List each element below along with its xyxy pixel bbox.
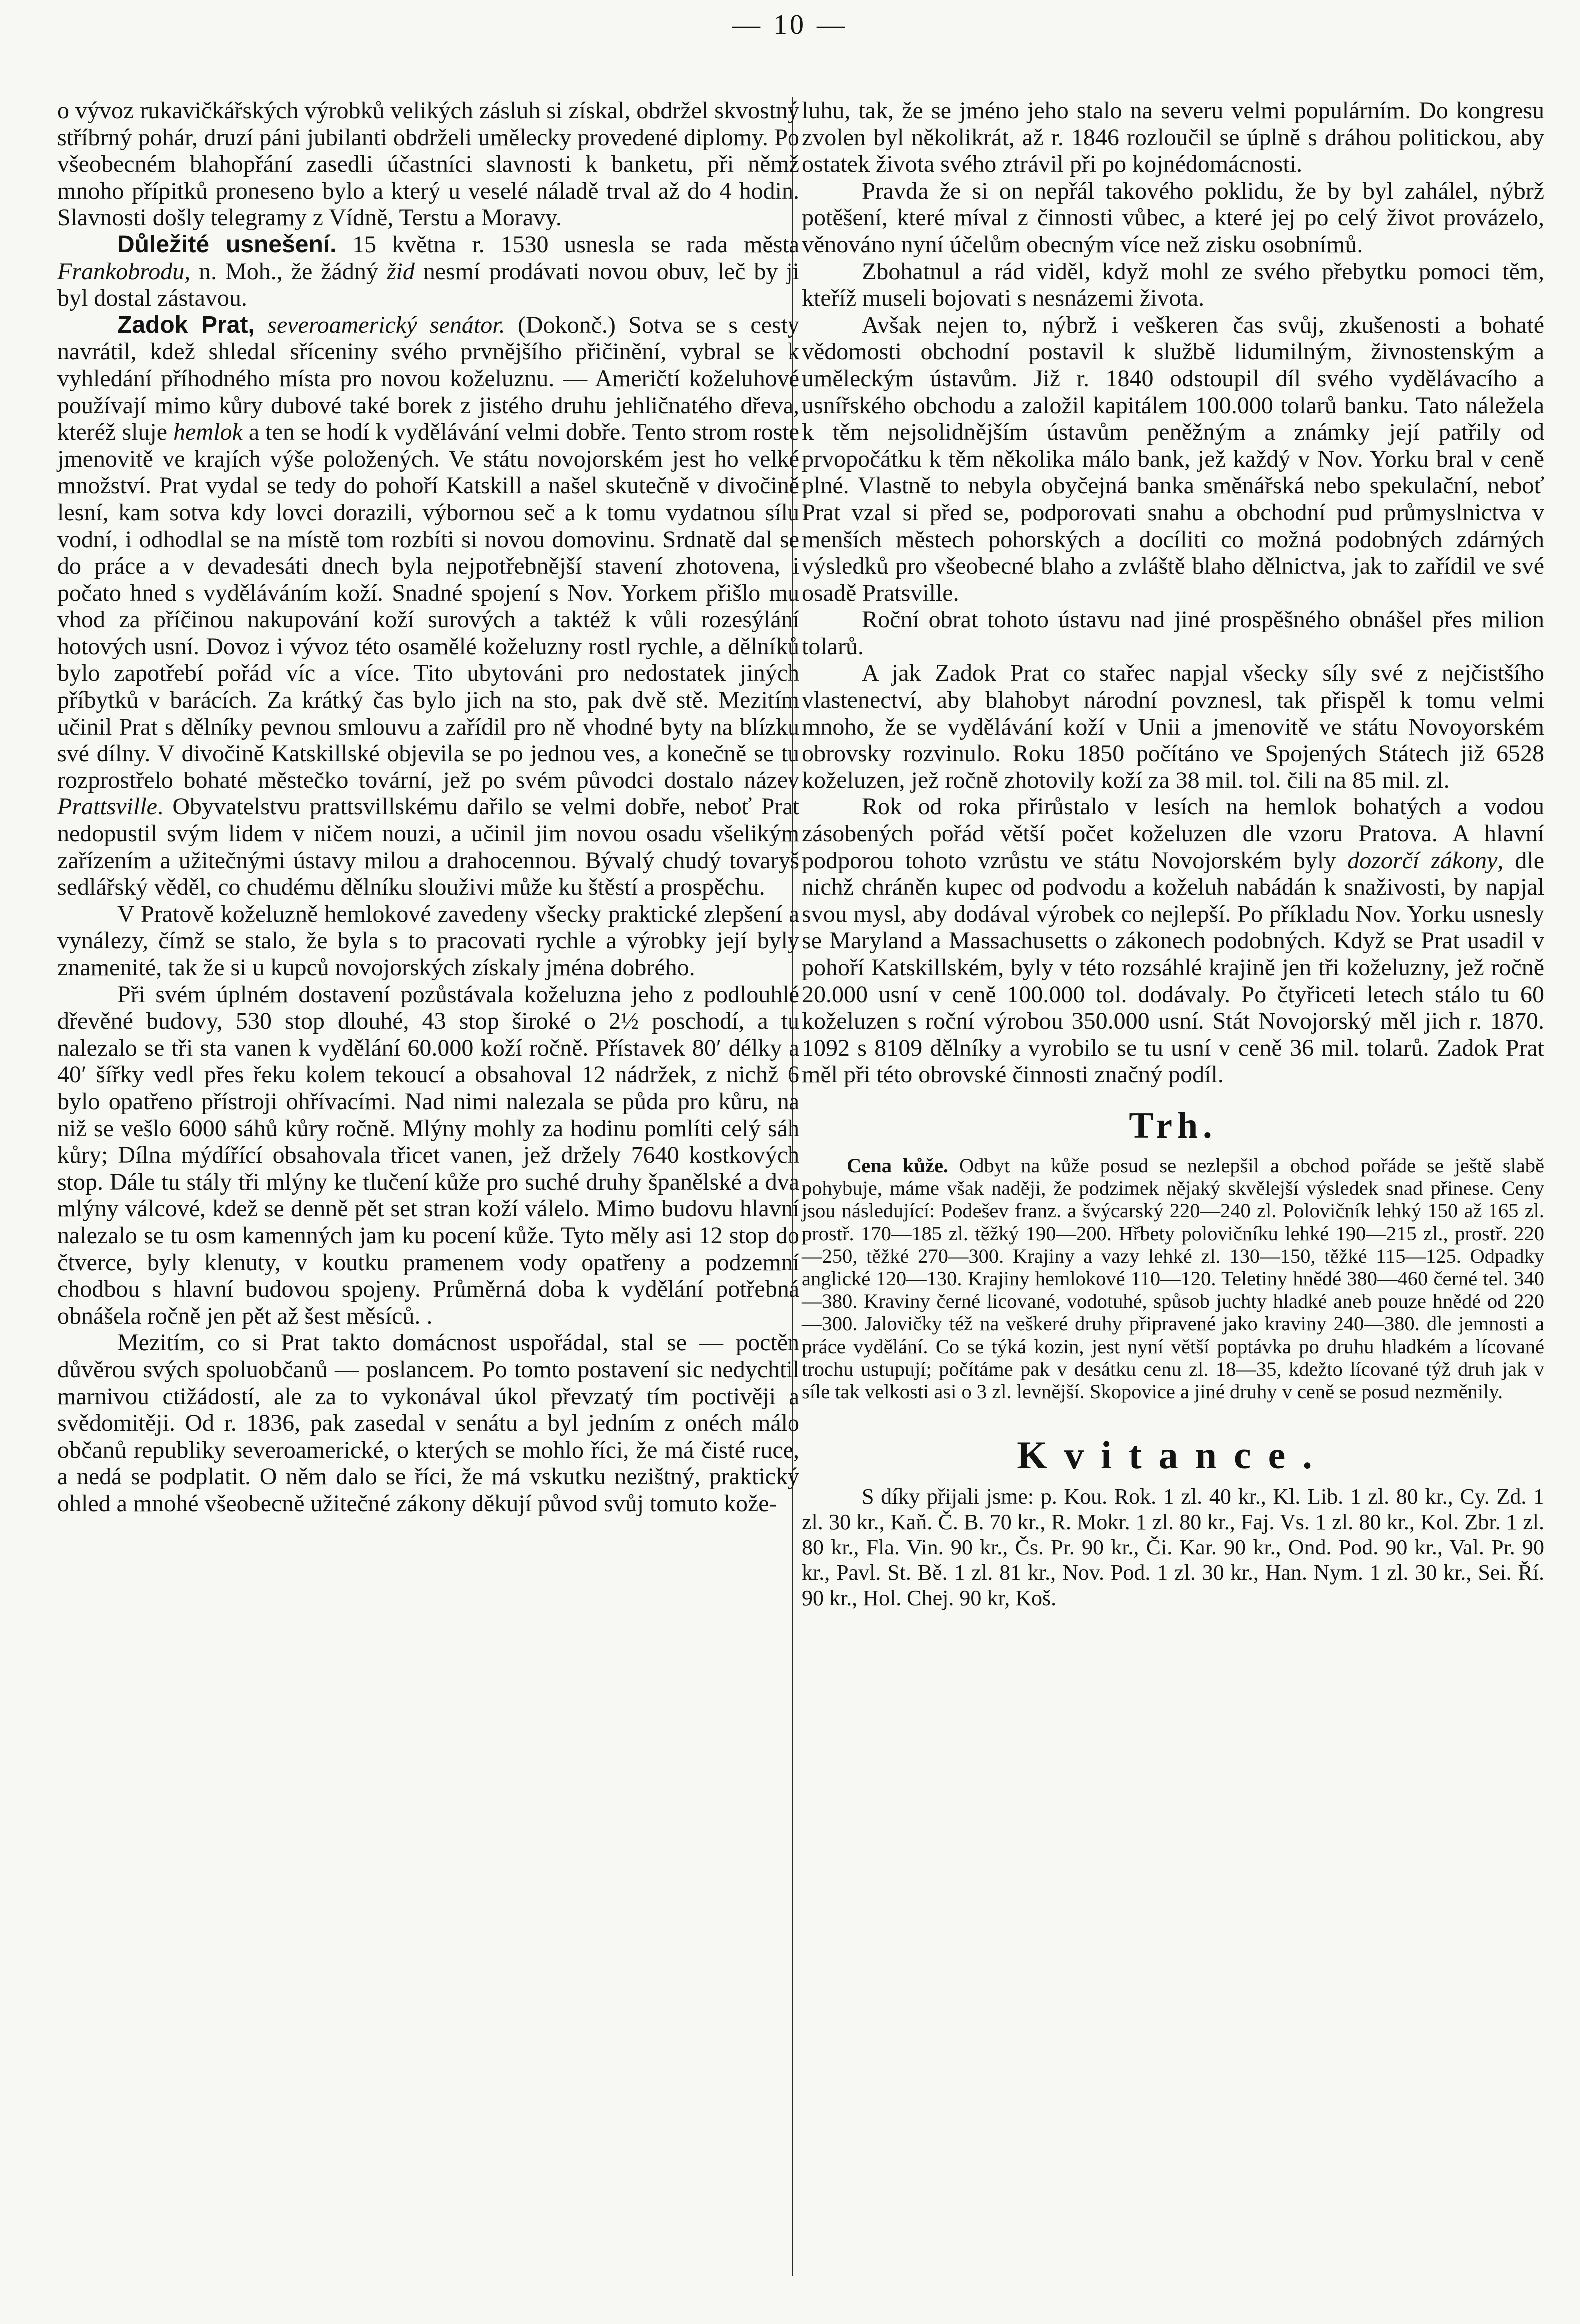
article-paragraph: Mezitím, co si Prat takto domácnost uspořádal, stal se — poctěn důvěrou svých spoluobčanů — poslancem. Po tomto postavení sic nedychtil marnivou ctižádostí, ale za to vykonával úkol převzatý tím poctivěji a svědomitěji. Od r. 1836, pak zasedal v senátu a byl jedním z onéch málo občanů republiky severoamerické, o kterých se mohlo říci, že má čisté ruce, a nedá se podplatit. O něm dalo se říci, že má vskutku nezištný, praktický ohled a mnohé všeobecně užitečné zákony děkují původ svůj tomuto kože- (57, 1329, 799, 1517)
article-heading: Zadok Prat, (117, 311, 255, 338)
receipts-paragraph: S díky přijali jsme: p. Kou. Rok. 1 zl. 40 kr., Kl. Lib. 1 zl. 80 kr., Cy. Zd. 1 zl. 30 kr., Kaň. Č. B. 70 kr., R. Mokr. 1 zl. 80 kr., Faj. Vs. 1 zl. 80 kr., Kol. Zbr. 1 zl. 80 kr., Fla. Vin. 90 kr., Čs. Pr. 90 kr., Či. Kar. 90 kr., Ond. Pod. 90 kr., Val. Pr. 90 kr., Pavl. St. Bě. 1 zl. 81 kr., Nov. Pod. 1 zl. 30 kr., Han. Nym. 1 zl. 30 kr., Sei. Ří. 90 kr., Hol. Chej. 90 kr, Koš. (802, 1484, 1544, 1611)
section-title-kvitance: Kvitance. (1017, 1433, 1329, 1477)
article-paragraph: Avšak nejen to, nýbrž i veškeren čas svůj, zkušenosti a bohaté vědomosti obchodní postavil k službě lidumilným, živnostenským a uměleckým ústavům. Již r. 1840 odstoupil díl svého vydělávacího a usnířského obchodu a založil kapitálem 100.000 tolarů banku. Tato náležela k těm nejsolidnějším ústavům peněžným a známky její patřily od prvopočátku k těm několika málo bank, jež každý v Nov. Yorku bral v ceně plné. Vlastně to nebyla obyčejná banka směnářská nebo spekulační, neboť Prat vzal si před se, podporovati snahu a obchodní pud průmyslnictva v menších městech pohorských a docíliti co možná podobných zdárných výsledků pro všeobecné blaho a zvláště blaho dělnictva, jak to zařídil ve své osadě Pratsville. (802, 311, 1544, 606)
article-paragraph: Rok od roka přirůstalo v lesích na hemlok bohatých a vodou zásobených pořád větší počet koželuzen dle vzoru Pratova. A hlavní podporou tohoto vzrůstu ve státu Novojorském byly dozorčí zákony, dle nichž chráněn kupec od podvodu a koželuh nabádán k snaživosti, by napjal svou mysl, aby dodával výrobek co nejlepší. Po příkladu Nov. Yorku usnesly se Maryland a Massachusetts o zákonech podobných. Když se Prat usadil v pohoří Katskillském, byly v této rozsáhlé krajině jen tři koželuzny, jež ročně 20.000 usní v ceně 100.000 tol. dodávaly. Po čtyřiceti letech stálo tu 60 koželuzen s roční výrobou 350.000 usní. Stát Novojorský měl jich r. 1870. 1092 s 8109 dělníky a vyrobilo se tu usní v ceně 36 mil. tolarů. Zadok Prat měl při této obrovské činnosti značný podíl. (802, 793, 1545, 1088)
receipts (802, 1484, 1544, 1611)
article-paragraph: Důležité usnešení. 15 května r. 1530 usnesla se rada města Frankobrodu, n. Moh., že žádný žid nesmí prodávati novou obuv, leč by ji byl dostal zástavou. (57, 231, 800, 312)
right-column (802, 97, 1544, 1611)
page-number: — 10 — (732, 9, 848, 40)
article-paragraph: luhu, tak, že se jméno jeho stalo na severu velmi populárním. Do kongresu zvolen byl několikrát, až r. 1846 rozloučil se úplně s dráhou politickou, aby ostatek života svého ztrávil při po kojnédomácnosti. (802, 97, 1544, 178)
article-heading: Důležité usnešení. (117, 231, 337, 258)
left-column (57, 97, 799, 1517)
article-paragraph: Při svém úplném dostavení pozůstávala koželuzna jeho z podlouhlé dřevěné budovy, 530 stop dlouhé, 43 stop široké o 2½ poschodí, a tu nalezalo se tři sta vanen k vydělání 60.000 koží ročně. Přístavek 80′ délky a 40′ šířky vedl přes řeku kolem tekoucí a obsahoval 12 nádržek, z nichž 6 bylo opatřeno přístroji ohřívacími. Nad nimi nalezala se půda pro kůru, na niž se vešlo 6000 sáhů kůry ročně. Mlýny mohly za hodinu pomlíti celý sáh kůry; Dílna mýdířící obsahovala třicet vanen, jež držely 7640 kostkových stop. Dále tu stály tři mlýny ke tlučení kůže pro suché druhy španělské a dva mlýny válcové, kdež se denně pět set stran koží válelo. Mimo budovu hlavní nalezalo se tu osm kamenných jam ku pocení kůže. Tyto měly asi 12 stop do čtverce, byly klenuty, v koutku pramenem vody opatřeny a podzemní chodbou s hlavní budovou spojeny. Průměrná doba k vydělání potřebná obnášela ročně jen pět až šest měsíců. . (57, 981, 799, 1329)
article-paragraph: V Pratově koželuzně hemlokové zavedeny všecky praktické zlepšení a vynálezy, čímž se stalo, že byla s to pracovati rychle a výrobky její byly znamenité, tak že si u kupců novojorských získaly jména dobrého. (57, 900, 799, 981)
article-paragraph: Zadok Prat, severoamerický senátor. (Dokonč.) Sotva se s cesty navrátil, kdež shledal sříceniny svého prvnějšího přičinění, vybral se k vyhledání příhodného místa pro novou koželuznu. — Američtí koželuhové používají mimo kůry dubové také borek z jistého druhu jehličnatého dřeva, kteréž sluje hemlok a ten se hodí k vydělávání velmi dobře. Tento strom roste jmenovitě ve krajích výše položených. Ve státu novojorském jest ho velké množství. Prat vydal se tedy do pohoří Katskill a našel skutečně v divočině lesní, kam sotva kdy lovci dorazili, výbornou seč a k tomu vydatnou sílu vodní, i odhodlal se na místě tom rozbíti si novou domovinu. Srdnatě dal se do práce a v devadesáti dnech byla nejpotřebnější stavení zhotovena, i počato hned s vyděláváním koží. Snadné spojení s Nov. Yorkem přišlo mu vhod za příčinou nakupování koží surových a taktéž k vůli rozesýlání hotových usní. Dovoz i vývoz této osamělé koželuzny rostl rychle, a dělníků bylo zapotřebí pořád víc a více. Tito ubytováni pro nedostatek jiných příbytků v barácích. Za krátký čas bylo jich na sto, pak dvě stě. Mezitím učinil Prat s dělníky pevnou smlouvu a zařídil pro ně vhodné byty na blízku své dílny. V divočině Katskillské objevila se po jednou ves, a konečně se tu rozprostřelo bohaté městečko tovární, jež po svém původci dostalo název Prattsville. Obyvatelstvu prattsvillskému dařilo se velmi dobře, neboť Prat nedopustil svým lidem v ničem nouzi, a učinil jim novou osadu všelikým zařízením a užitečnými ústavy milou a drahocennou. Bývalý chudý tovaryš sedlářský věděl, co chudému dělníku slouživi může ku štěstí a prospěchu. (57, 311, 800, 901)
article-paragraph: Zbohatnul a rád viděl, když mohl ze svého přebytku pomoci těm, kteříž museli bojovati s nesnázemi života. (802, 258, 1544, 312)
market-report (802, 1154, 1544, 1403)
market-heading: Cena kůže. (847, 1154, 949, 1177)
article-paragraph: A jak Zadok Prat co stařec napjal všecky síly své z nejčistšího vlastenectví, aby blahobyt národní povznesl, tak přispěl k tomu velmi mnoho, že se vydělávání koží v Unii a jmenovitě ve státu Novoyorském obrovsky rozvinulo. Roku 1850 počítáno ve Spojených Státech již 6528 koželuzen, jež ročně zhotovily koží za 38 mil. tol. čili na 85 mil. zl. (802, 660, 1544, 793)
article-paragraph: o vývoz rukavičkářských výrobků velikých zásluh si získal, obdržel skvostný stříbrný pohár, druzí páni jubilanti obdrželi umělecky provedené diplomy. Po všeobecném blahopřání zasedli účastníci slavnosti k banketu, při němž mnoho přípitků proneseno bylo a který u veselé náladě trval až do 4 hodin. Slavnosti došly telegramy z Vídně, Terstu a Moravy. (57, 97, 799, 231)
article-paragraph: Roční obrat tohoto ústavu nad jiné prospěšného obnášel přes milion tolarů. (802, 606, 1544, 660)
section-title-trh: Trh. (1129, 1105, 1217, 1146)
market-paragraph: Cena kůže. Odbyt na kůže posud se nezlepšil a obchod pořáde se ještě slabě pohybuje, máme však naději, že podzimek nějaký skvělejší výsledek snad přinese. Ceny jsou následující: Podešev franz. a švýcarský 220—240 zl. Polovičník lehký 150 až 165 zl. prostř. 170—185 zl. těžký 190—200. Hřbety polovičníku lehké 190—215 zl., prostř. 220—250, těžké 270—300. Krajiny a vazy lehké zl. 130—150, těžké 115—125. Odpadky anglické 120—130. Krajiny hemlokové 110—120. Teletiny hnědé 380—460 černé tel. 340—380. Kraviny černé licované, vodotuhé, spůsob juchty hladké aneb pouze hnědé od 220—300. Jalovičky též na veškeré druhy připravené jako kraviny 240—380. dle jemnosti a práce vydělání. Co se týká kozin, jest nyní větší poptávka po druhu hladkém a lícované trochu ustupují; počítáme pak v desátku cenu zl. 18—35, kdežto lícované týž druh jak v síle tak velkosti asi o 3 zl. levnější. Skopovice a jiné druhy v ceně se posud nezměnily. (802, 1154, 1544, 1403)
article-paragraph: Pravda že si on nepřál takového poklidu, že by byl zahálel, nýbrž potěšení, které míval z činnosti vůbec, a které jej po celý život provázelo, věnováno nyní účelům obecným více než zisku osobnímů. (802, 177, 1544, 258)
